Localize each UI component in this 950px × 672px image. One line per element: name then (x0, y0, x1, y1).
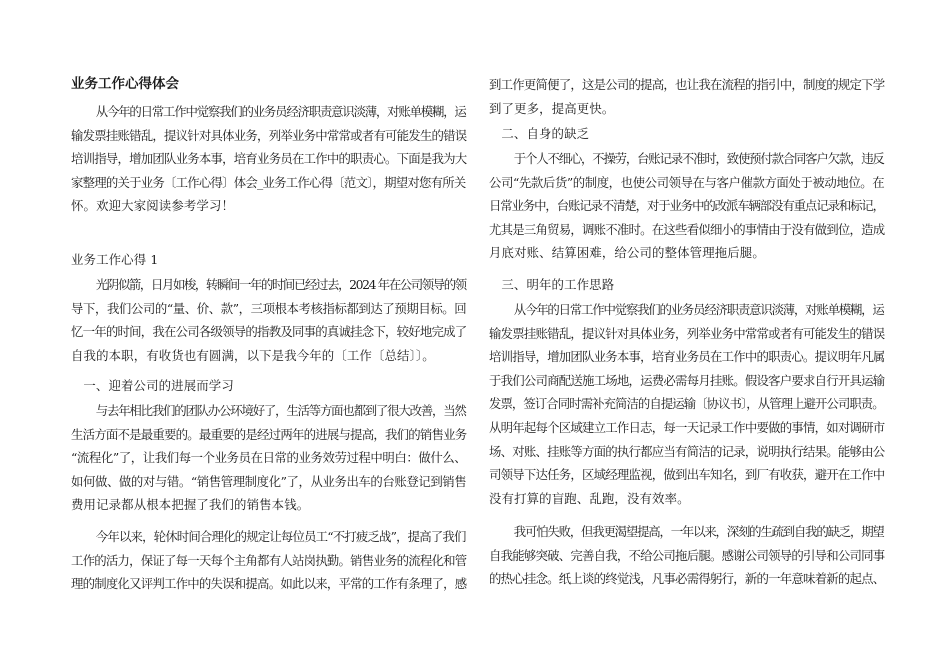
paragraph (71, 525, 466, 596)
paragraph-line: 输发票挂账错乱，提议针对具体业务，列举业务中常常或者有可能发生的错误 (489, 325, 885, 341)
paragraph (489, 520, 884, 591)
paragraph-line: 于个人不细心，不操劳，台账记录不准时，致使预付款合同客户欠款，违反 (513, 151, 884, 166)
paragraph-line: 费用记录都从根本把握了我们的销售本钱。 (71, 497, 310, 513)
paragraph-line: 今年以来，轮休时间合理化的规定让每位员工“不打疲乏战”，提高了我们 (95, 529, 466, 544)
paragraph-line: 到工作更简便了，这是公司的提高，也让我在流程的指引中，制度的规定下学 (489, 77, 885, 92)
paragraph-line: 自我能够突破、完善自我，不给公司拖后腿。感谢公司领导的引导和公司同事 (489, 547, 885, 563)
paragraph-line: 工作的活力，保证了每一天每个主角都有人站岗执勤。销售业务的流程化和管 (71, 552, 467, 568)
paragraph-line: 没有打算的盲跑、乱跑，没有效率。 (489, 490, 690, 506)
paragraph-line: 从明年起每个区域建立工作日志，每一天记录工作中要做的事情，如对调研市 (489, 419, 885, 435)
paragraph-line: 我可怕失败，但我更渴望提高，一年以来，深刻的生疏到自我的缺乏，期望 (513, 524, 884, 539)
paragraph (489, 147, 884, 265)
paragraph-line: 家整理的关于业务〔工作心得〕体会_业务工作心得〔范文〕，期望对您有所关 (71, 174, 466, 190)
paragraph-line: 输发票挂账错乱，提议针对具体业务，列举业务中常常或者有可能发生的错误 (71, 127, 467, 143)
paragraph (71, 100, 466, 218)
paragraph-line: 理的制度化又评判工作中的失误和提高。如此以来，平常的工作有条理了，感 (71, 576, 467, 592)
paragraph-line: 如何做、做的对与错。“销售管理制度化”了，从业务出车的台账登记到销售 (71, 473, 467, 489)
paragraph (71, 273, 466, 367)
paragraph-line: 从今年的日常工作中觉察我们的业务员经济职责意识淡薄，对账单模糊，运 (95, 104, 466, 119)
section-title: 业务工作心得 1 (71, 252, 159, 267)
paragraph-line: 于我们公司商配送施工场地，运费必需每月挂账。假设客户要求自行开具运输 (489, 372, 885, 388)
paragraph-line: 忆一年的时间，我在公司各级领导的指教及同事的真诚挂念下，较好地完成了 (71, 324, 467, 340)
paragraph-line: 公司“先款后货”的制度，也使公司领导在与客户催款方面处于被动地位。在 (489, 174, 885, 190)
paragraph-line: 发票，签订合同时需补充简洁的自提运输〔协议书〕，从管理上避开公司职责。 (489, 396, 884, 412)
paragraph-line: 日常业务中，台账记录不清楚，对于业务中的改派车辆部没有重点记录和标记， (489, 198, 884, 214)
document-title: 业务工作心得体会 (71, 76, 179, 92)
section-heading: 一、迎着公司的进展而学习 (83, 378, 234, 393)
paragraph-line: 培训指导，增加团队业务本事，培育业务员在工作中的职责心。下面是我为大 (71, 151, 467, 167)
paragraph-line: 场、对账、挂账等方面的执行都应当有简洁的记录，说明执行结果。能够由公 (489, 443, 885, 459)
paragraph-line: “流程化”了，让我们每一个业务员在日常的业务效劳过程中明白：做什么、 (71, 450, 467, 466)
paragraph-line: 司领导下达任务，区域经理监视，做到出车知名，到厂有收获，避开在工作中 (489, 467, 885, 483)
section-heading: 二、自身的缺乏 (501, 126, 590, 141)
paragraph-line: 的热心挂念。纸上谈的终觉浅，凡事必需得躬行，新的一年意味着新的起点、 (489, 571, 885, 587)
paragraph-line: 怀。欢迎大家阅读参考学习！ (71, 198, 235, 214)
paragraph (489, 73, 884, 120)
paragraph-line: 生活方面不是最重要的。最重要的是经过两年的进展与提高，我们的销售业务 (71, 426, 467, 442)
paragraph-line: 培训指导，增加团队业务本事，培育业务员在工作中的职责心。提议明年凡属 (489, 349, 885, 365)
paragraph-line: 自我的本职，有收货也有圆满，以下是我今年的〔工作〔总结〕〕。 (71, 347, 435, 363)
paragraph-line: 与去年相比我们的团队办公环境好了，生活等方面也都到了很大改善，当然 (95, 403, 466, 418)
paragraph-line: 从今年的日常工作中觉察我们的业务员经济职责意识淡薄，对账单模糊，运 (513, 302, 884, 317)
paragraph-line: 月底对账、结算困难，给公司的整体管理拖后腿。 (489, 245, 765, 261)
paragraph (71, 399, 466, 517)
paragraph-line: 尤其是三角贸易，调账不准时。在这些看似细小的事情由于没有做到位，造成 (489, 221, 885, 237)
paragraph-line: 导下，我们公司的“量、价、款”，三项根本考核指标都到达了预期目标。回 (71, 300, 467, 316)
paragraph (489, 298, 884, 510)
paragraph-line: 到了更多，提高更快。 (489, 100, 615, 116)
paragraph-line: 光阴似箭，日月如梭，转瞬间一年的时间已经过去，2024 年在公司领导的领 (95, 277, 466, 292)
section-heading: 三、明年的工作思路 (501, 277, 615, 292)
